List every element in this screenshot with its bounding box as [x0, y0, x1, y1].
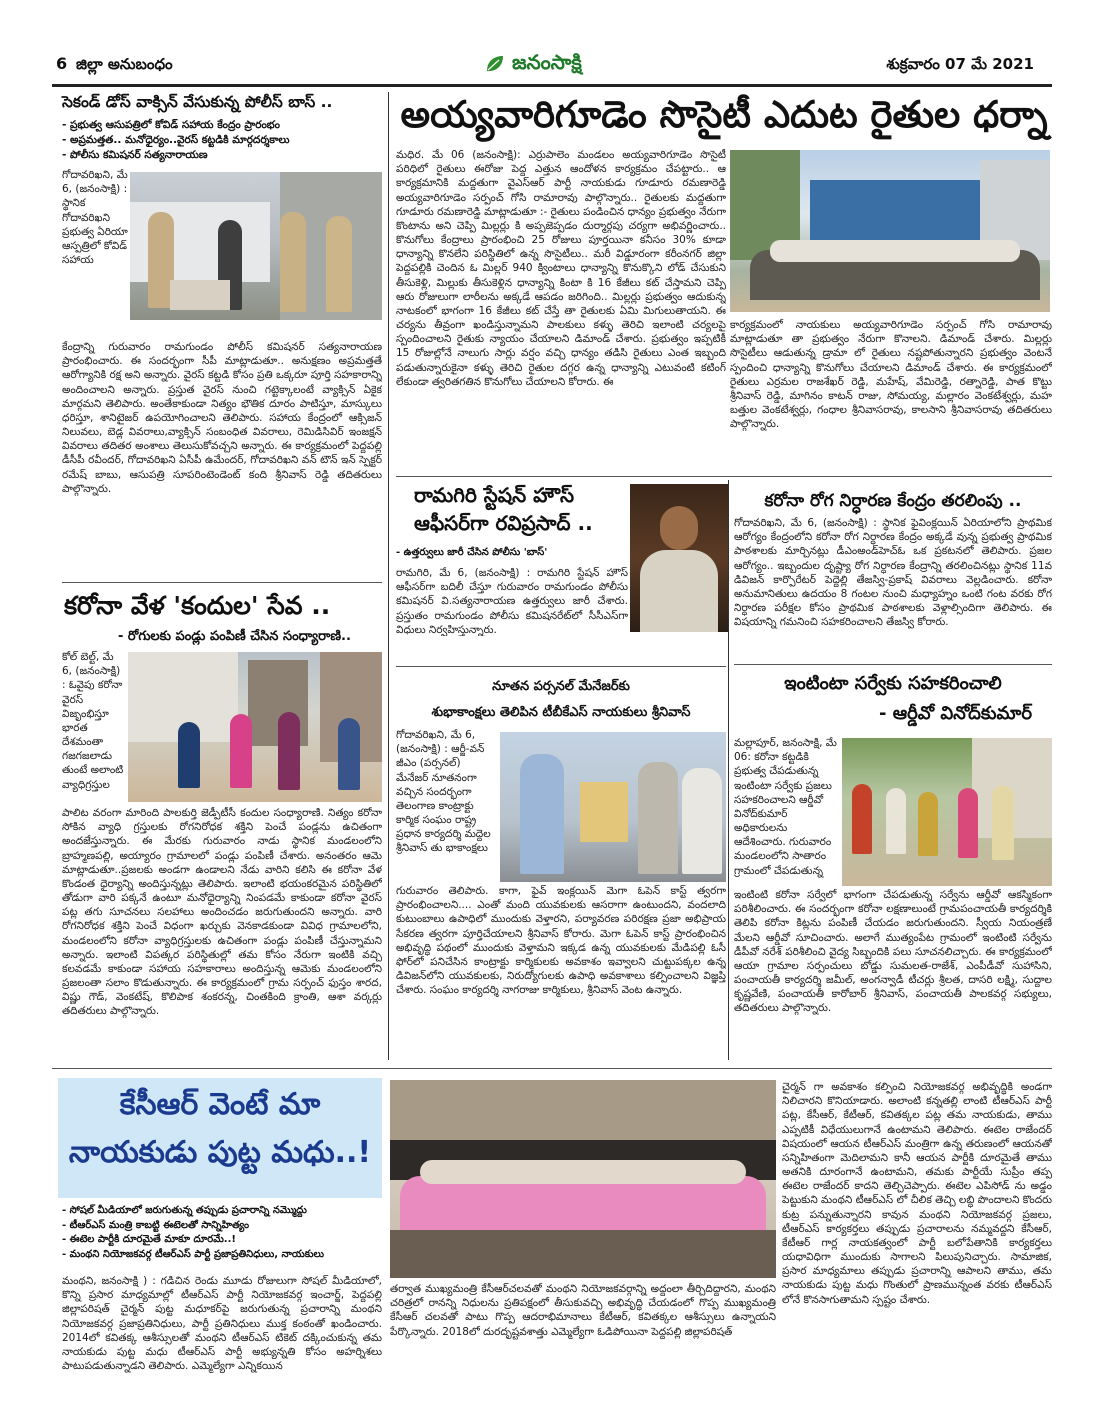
- story2-photo: [128, 652, 382, 802]
- story6-headline: కరోనా రోగ నిర్ధారణ కేంద్రం తరలింపు ..: [764, 491, 1022, 511]
- story1-bullet: - పోలీసు కమిషనర్ సత్యనారాయణ: [62, 149, 208, 162]
- story8-bullet: - ఈటెల పార్టీకి దూరమైతే మాకూ దూరమే..!: [62, 1234, 236, 1245]
- story5-dateline: గోదావరిఖని, మే 6, (జనంసాక్షి) : ఆర్జీ-వన్ జీఎం (పర్సనల్) మేనేజర్ నూతనంగా వచ్చిన సందర్భంగా తెలంగాణ కాంట్రాక్టు కార్మిక సంఘం రాష్ట్ర ప్రధాన కార్యదర్శి మద్దెల శ్రీనివాస్ తు భాకాంక్షలు: [396, 729, 491, 855]
- story8-headline-line1: కేసీఆర్ వెంటే మా: [119, 1087, 321, 1122]
- story7-headline-line2: - ఆర్డీవో వినోద్‌కుమార్: [879, 703, 1032, 724]
- story4-subhead: - ఉత్తర్వులు జారీ చేసిన పోలీసు 'బాస్': [396, 547, 548, 558]
- masthead: [52, 48, 1052, 82]
- story2-headline: కరోనా వేళ 'కందుల' సేవ ..: [64, 591, 331, 620]
- story1-bullet: - ప్రభుత్వ ఆసుపత్రిలో కోవిడ్ సహాయ కేంద్రం ప్రారంభం: [62, 119, 280, 131]
- story8-bullets: [62, 1204, 382, 1262]
- story5-headline: శుభాకాంక్షలు తెలిపిన టీబీకేఎస్ నాయకులు శ్రీనివాస్: [431, 705, 691, 720]
- story4-headline-line1: రామగిరి స్టేషన్ హౌస్: [414, 483, 575, 507]
- column-rule: [388, 92, 389, 1060]
- story7-dateline: మల్లాపూర్, జనంసాక్షి, మే 06: కరోనా కట్టడికి ప్రభుత్వ చేపడుతున్న ఇంటింటా సర్వేకు ప్రజలు సహకరించాలని ఆర్డీవో వినోద్‌కుమార్ అధికారులను ఆదేశించారు. గురువారం మండలంలోని సాతారం గ్రామంలో చేపడుతున్న: [734, 737, 837, 877]
- story4-body: రామగిరి, మే 6, (జనంసాక్షి) : రామగిరి స్టేషన్ హౌస్ ఆఫీసర్‌గా బదిలీ చేస్తూ గురువారం రామగుండం పోలీసు కమిషనర్ వి.సత్యనారాయణ ఉత్తర్వులు జారీ చేశారు. ప్రస్తుతం రామగుండం పోలీసు కమిషనరేట్‌లో సీసీఎస్‌గా విధులు నిర్వహిస్తున్నారు.: [396, 567, 628, 636]
- story6-divider: [734, 664, 1052, 665]
- story1-bullets: [62, 118, 380, 164]
- story1-headline: సెకండ్ డోస్ వాక్సిన్ వేసుకున్న పోలీస్ బాస్ ..: [62, 93, 333, 111]
- column-rule: [728, 480, 729, 1060]
- story8-headline-box: [58, 1078, 382, 1198]
- page-number: 6: [56, 54, 68, 73]
- logo-leaf-icon: [484, 53, 506, 75]
- story7-body: ఇంటింటి కరోనా సర్వేలో భాగంగా చేపడుతున్న సర్వేను ఆర్డీవో ఆకస్మికంగా పరిశీలించారు. ఈ సందర్భంగా కరోనా లక్షణాలుంటే గ్రామపంచాయతీ కార్యదర్శికి తెలిపి కరోనా కిట్లను పంపిణీ చేయడం జరుగుతుందని. స్వీయ నియంత్రణే మేలని ఆర్డీవో సూచించారు. అలాగే ముత్యంపేట గ్రామంలో ఇంటింటి సర్వేను డీపీవో నరేశ్ పరిశీలించి వైద్య సిబ్బందికి పలు సూచనలిచ్చారు. ఈ కార్యక్రమంలో ఆయా గ్రామాల సర్పంచులు బోడ్డు సుమలత-రాజేశ్, ఎంపీడీవో సుహాసిని, పంచాయతీ కార్యదర్శి జమీల్, అంగన్వాడీ టీచర్లు శ్రీలత, దాసరి లక్ష్మి, సుద్దాల కృష్ణవేణి, పంచాయతీ కారోబార్ శ్రీనివాస్, పంచాయతీ పాలకవర్గ సభ్యులు, తదితరులు పాల్గొన్నారు.: [734, 889, 1052, 1015]
- bottom-section-rule: [52, 1068, 1052, 1069]
- story4-photo: [630, 484, 728, 632]
- story3-photo: [730, 150, 1050, 312]
- story2-dateline: కోల్ బెల్ట్, మే 6, (జనంసాక్షి) : ఓవైపు కరోనా వైరస్ విజృంభిస్తూ భారత దేశమంతా గజగజలాడు తుంటే అలాంటి వ్యాధిగ్రస్తుల: [62, 651, 124, 791]
- story4-divider: [396, 666, 726, 667]
- story8-photo: [390, 1080, 776, 1278]
- story8-bullet: - మంథని నియోజకవర్గ టీఆర్ఎస్ పార్టీ ప్రజాప్రతినిధులు, నాయకులు: [62, 1248, 324, 1260]
- story6-body: గోదావరిఖని, మే 6, (జనంసాక్షి) : స్థానిక ఫైవింక్లయిన్ ఏరియాలోని ప్రాథమిక ఆరోగ్యం కేంద్రంలోని కరోనా రోగ నిర్ధారణ కేంద్రం అక్కడే వున్న ప్రభుత్వ ప్రాథమిక పాఠశాలకు మార్చినట్లు డీఎంఅండ్‌హెచ్ఓ ఒక ప్రకటనలో తెలిపారు. ప్రజల ఆరోగ్యం.. ఇబ్బందుల దృష్ట్యా రోగ నిర్ధారణ కేంద్రాన్ని తరలించినట్లు స్థానిక 11వ డివిజన్ కార్పొరేటర్ పెద్దెల్లి తేజస్వి-ప్రకాష్ వివరాలు వెల్లడించారు. కరోనా అనుమానితులు ఉదయం 8 గంటల నుంచి మధ్యాహ్నం ఒంటి గంట వరకు రోగ నిర్ధారణ పరీక్షల కోసం ప్రాథమిక పాఠశాలకు వెళ్లాల్సిందిగా తెలిపారు. ఈ విషయాన్ని గమనించి సహకరించాలని తేజస్వి కోరారు.: [734, 517, 1052, 629]
- story1-photo: [130, 172, 382, 320]
- logo: [484, 50, 582, 78]
- story8-body-right: చైర్మన్ గా అవకాశం కల్పించి నియోజకవర్గ అభివృద్ధికి అండగా నిలిచారని కొనియాడారు. అలాంటి కన్నతల్లి లాంటి టీఆర్ఎస్ పార్టీ పట్ల, కేసీఆర్, కేటీఆర్, కవితక్కల పట్ల తమ నాయకుడు, తాము ఎప్పటికీ విధేయులుగానే ఉంటామని తెలిపారు. ఈటెల రాజేందర్ విషయంలో ఆయన టీఆర్ఎస్ మంత్రిగా ఉన్న తరుణంలో ఆయనతో సన్నిహితంగా మెదిలామని కానీ ఆయన పార్టీకి దూరమైతే తాము అతనికి దూరంగానే ఉంటామని, తమకు పార్టీయే సుప్రీం తప్ప ఈటెల రాజేందర్ కాదని తెల్చిచెప్పారు. ఈటెల ఎపిసోడ్ ను అడ్డం పెట్టుకుని మంథని టీఆర్ఎస్ లో చీలిక తెచ్చి లబ్ధి పొందాలని కొందరు కుట్ర పన్నుతున్నారని కావున మంథని నియోజకవర్గ ప్రజలు, టీఆర్ఎస్ కార్యకర్తలు తప్పుడు ప్రచారాలను నమ్మవద్దని కేసీఆర్, కేటీఆర్ గార్ల నాయకత్వంలో పార్టీ బలోపేతానికి కార్యకర్తలు యధావిధిగా ముందుకు సాగాలని పిలుపునిచ్చారు. సామాజిక, ప్రసార మాధ్యమాలు తప్పుడు ప్రచారాన్ని ఆపాలని తాము, తమ నాయకుడు పుట్ట మధు గొంతులో ప్రాణమున్నంత వరకు టీఆర్ఎస్ లోనే కొనసాగుతామని స్పష్టం చేశారు.: [782, 1081, 1052, 1306]
- story1-body: కేంద్రాన్ని గురువారం రామగుండం పోలీస్ కమిషనర్ సత్యనారాయణ ప్రారంభించారు. ఈ సందర్భంగా సీపీ మాట్లాడుతూ.. అనుక్షణం అప్రమత్తతే ఆరోగ్యానికి రక్ష అని అన్నారు. వైరస్ కట్టడి కోసం ప్రతి ఒక్కరూ పూర్తి సహకారాన్ని అందించాలని అన్నారు. ప్రస్తుత వైరస్ నుంచి గట్టెక్కాలంటే వ్యాక్సిన్ ఏకైక మార్గమని తెలిపారు. అంతేకాకుండా నిత్యం భౌతిక దూరం పాటిస్తూ, మాస్కులు ధరిస్తూ, శానిటైజర్ ఉపయోగించాలని తెలిపారు. సహాయ కేంద్రంలో ఆక్సిజన్ నిలువలు, బెడ్ల వివరాలు,వ్యాక్సిన్ సంబంధిత వివరాలు, రెమిడిసివిర్ ఇంజక్షన్ వివరాలు తదితర అంశాలు తెలుసుకోవచ్చని అన్నారు. ఈ కార్యక్రమంలో పెద్దపల్లి డీసీపీ రవీందర్, గోదావరిఖని ఏసీపీ ఉమేందర్, గోదావరిఖని వన్ టౌన్ ఇన్ స్పెక్టర్ రమేష్ బాబు, ఆసుపత్రి సూపరింటెండెంట్ కంది శ్రీనివాస్ రెడ్డి తదితరులు పాల్గొన్నారు.: [62, 341, 382, 495]
- story3-headline: అయ్యవారిగూడెం సొసైటీ ఎదుట రైతుల ధర్నా: [400, 93, 1048, 136]
- issue-date: శుక్రవారం 07 మే 2021: [886, 55, 1034, 73]
- story8-bullet: - సోషల్ మీడియాలో జరుగుతున్న తప్పుడు ప్రచారాన్ని నమ్మొద్దు: [62, 1205, 307, 1216]
- story2-body: పాలిట వరంగా మారింది పాలకుర్తి జెడ్పీటీసీ కందుల సంధ్యారాణి. నిత్యం కరోనా సోకిన వ్యాధి గ్రస్తులకు రోగనిరోధక శక్తిని పెంచే పండ్లను ఉచితంగా అందజేస్తున్నారు. ఈ మేరకు గురువారం నాడు స్థానిక మండలంలోని బ్రాహ్మణపల్లి, అయ్యారం గ్రామాలలో పండ్లు పంపిణీ చేశారు. అనంతరం ఆమె మాట్లాడుతూ..ప్రజలకు అండగా ఉండాలని నేడు వారిని కలిసి ఈ కరోనా వేళ కొండంత ధైర్యాన్ని అందిస్తున్నట్లు తెలిపారు. ఇలాంటి భయంకరమైన పరిస్థితిలో తోడుగా వారి పక్కనే ఉంటూ మనోధైర్యాన్ని నింపడమే కాకుండా కరోనా వైరస్ పట్ల తగు సూచనలు సలహాలు అందించడం జరుగుతుందని అన్నారు. వారి రోగనిరోధక శక్తిని పెంచే విధంగా ఖర్చుకు వెనకాడకుండా వివిధ గ్రామాలలోని, మండలంలోని కరోనా వ్యాధిగ్రస్తులకు ఉచితంగా పండ్లు పంపిణీ చేస్తున్నామని అన్నారు. ఇలాంటి విపత్కర పరిస్థితుల్లో తమ కోసం నేరుగా ఇంటికి వచ్చి కలవడమే కాకుండా సహాయ సహకారాలు అందిస్తున్న ఆమెకు మండలంలోని ప్రజలంతా సలాం కొడుతున్నారు. ఈ కార్యక్రమంలో గ్రామ సర్పంచ్ ఫుస్తం శారద, విష్ణు గౌడ్, వెంకటేష్, కొలిపాక శంకరన్న, చింతకింది క్రాంతి, ఆశా వర్కర్లు తదితరులు పాల్గొన్నారు.: [62, 807, 382, 1018]
- story8-body-mid: తర్వాత ముఖ్యమంత్రి కేసీఆర్‌చలవతో మంథని నియోజకవర్గాన్ని అద్దంలా తీర్చిదిద్దారని, మంథని చరిత్రలో రానన్ని నిధులను ప్రతిపక్షంలో తీసుకువచ్చి అభివృద్ధి చేయడంలో గొప్ప ముఖ్యమంత్రి కేసీఆర్ చలవతో పాటు గొప్ప ఆదరాభిమానాలు కేటీఆర్, కవితక్కల ఆశీస్సులు ఉన్నాయని పేర్కొన్నారు. 2018లో దురదృష్టవశాత్తు ఎమ్మెల్యేగా ఓడిపోయినా పెద్దపల్లి జిల్లాపరిషత్: [390, 1283, 776, 1338]
- story3-body-right: కార్యక్రమంలో నాయకులు అయ్యవారిగూడెం సర్పంచ్ గోసి రామారావు మాట్లాడుతూ తా ప్రభుత్వం నేరుగా కొనాలని. డిమాండ్ చేశారు. మిల్లర్లు సొసైటీలు ఆడుతున్న డ్రామా లో రైతులు నష్టపోతున్నారని ప్రభుత్వం వెంటనే స్పందించి ధాన్యాన్ని కొనుగోలు చేయాలని డిమాండ్ చేశారు. ఈ కార్యక్రమంలో రైతులు ఎర్రమల రాజశేఖర్ రెడ్డి, మహేష్, వేమిరెడ్డి, రత్నారెడ్డి, పాత కొట్టు శ్రీనివాస్ రెడ్డి, మాగినం కాటన్ రాజు, సోమయ్య, మల్లారం వెంకటేశ్వర్లు, మహ బత్తుల వెంకటేశ్వర్లు, గంధాల శ్రీనివాసరావు, కాలసాని శ్రీనివాసరావు తదితరులు పాల్గొన్నారు.: [730, 319, 1052, 431]
- story1-bullet: - అప్రమత్తత.. మనోధైర్యం..వైరస్ కట్టడికి మార్గదర్శకాలు: [62, 134, 290, 147]
- story5-kicker: నూతన పర్సనల్ మేనేజర్‌కు: [492, 679, 630, 694]
- story2-subhead: - రోగులకు పండ్లు పంపిణీ చేసిన సంధ్యారాణి..: [118, 629, 351, 644]
- story1-divider: [62, 582, 382, 583]
- story3-body: మధిర. మే 06 (జనంసాక్షి): ఎర్రుపాలెం మండలం అయ్యవారిగూడెం సొసైటీ పరిధిలో రైతులు ఈరోజు పెద్ద ఎత్తున ఆందోళన కార్యక్రమం చేపట్టారు.. ఆ కార్యక్రమానికి మద్దతుగా వైఎస్ఆర్ పార్టీ నాయకుడు గూడూరు రమణారెడ్డి అయ్యవారిగూడెం సర్పంచ్ గోసి రామారావు పాల్గొన్నారు.. రైతులకు మద్దతుగా గూడూరు రమణారెడ్డి మాట్లాడుతూ :- రైతులు పండించిన ధాన్యం ప్రభుత్వం నేరుగా కొంటాను అని చెప్పి మిల్లర్లు కి అప్పజెప్పడం దుర్మార్గపు చర్యగా అభివర్ణించారు.. కొనుగోలు కేంద్రాలు ప్రారంభించి 25 రోజులు పూర్తయినా కనీసం 30% కూడా ధాన్యాన్ని కొనలేని పరిస్థితిలో ఉన్న సొసైటీలు.. మరీ విడ్డూరంగా కరీంనగర్ జిల్లా పెద్దపల్లికి చెందిన ఓ మిల్లర్ 940 క్వింటాలు ధాన్యాన్ని కొనుక్కొని లోడ్ చేసుకుని తీసుకెళ్లి, మిల్లుకు తీసుకెళ్లిన ధాన్యాన్ని కింటా కి 16 కేజీలు కట్ చేస్తామని చెప్పి ఆరు రోజులుగా లారీలను అక్కడే ఆపడం జరిగింది.. మిల్లర్లు ప్రభుత్వం ఆదుకున్న నాటకంలో భాగంగా 16 కేజీలు కట్ చేస్తే తా రైతులకు ఏమి మిగులుతాయని. ఈ చర్యను తీవ్రంగా ఖండిస్తున్నామని పాలకులు కళ్ళు తెరిచి ఇలాంటి చర్యలపై స్పందించాలని రైతుకు న్యాయం చేయాలని డిమాండ్ చేశారు. ప్రభుత్వం ఇప్పటికీ 15 రోజుల్లోనే నాలుగు సార్లు వర్షం వచ్చి ధాన్యం తడిసి రైతులు ఎంత ఇబ్బంది పడుతున్నారుకైనా కళ్ళు తెరిచి రైతుల దగ్గర ఉన్న ధాన్యాన్ని ఎటువంటి కటింగ్ లేకుండా త్వరితగతిన కొనుగోలు చేయాలని కోరారు. ఈ: [396, 149, 726, 388]
- story8-bullet: - టీఆర్ఎస్ మంత్రి కాబట్టి ఈటెలతో సాన్నిహిత్యం: [62, 1219, 250, 1231]
- story3-divider: [396, 476, 1052, 477]
- story4-headline-line2: ఆఫీసర్‌గా రవిప్రసాద్ ..: [414, 511, 593, 535]
- story8-headline-line2: నాయకుడు పుట్ట మధు..!: [68, 1135, 372, 1170]
- story8-body-left: మంథని, జనంసాక్షి ) : గడిచిన రెండు మూడు రోజులుగా సోషల్ మీడియాలో, కొన్ని ప్రసార మాధ్యమాల్లో టీఆర్ఎస్ పార్టీ నియోజకవర్గ ఇంచార్జ్, పెద్దపల్లి జిల్లాపరిషత్ చైర్మన్ పుట్ట మధూకర్‌పై జరుగుతున్న ప్రచారాన్ని మంథని నియోజకవర్గ ప్రజాప్రతినిధులు, పార్టీ ప్రతినిధులు ముక్త కంఠంతో ఖండించారు. 2014లో కవితక్క ఆశీస్సులతో మంథని టీఆర్ఎస్ టికెట్ దక్కించుకున్న తమ నాయకుడు పుట్ట మధు టీఆర్ఎస్ పార్టీ అభ్యున్నతి కోసం అహర్నిశలు పాటుపడుతున్నాడని తెలిపారు. ఎమ్మెల్యేగా ఎన్నికయిన: [62, 1275, 382, 1373]
- masthead-rule: [52, 84, 1052, 87]
- story5-body: గురువారం తెలిపారు. కాగా, ఫైవ్ ఇంక్లయిన్ మెగా ఓపెన్ కాస్ట్ త్వరగా ప్రారంభించాలని.... ఎంతో మంది యువకులకు ఆసరాగా ఉంటుందని, వందలాది కుటుంబాలు ఉపాధిలో ముందుకు వెళ్తారని, పర్యావరణ పరిరక్షణ ప్రజా అభిప్రాయ సేకరణ త్వరగా పూర్తిచేయాలని శ్రీనివాస్ కోరారు. మెగా ఓపెన్ కాస్ట్ ప్రారంభించిన అభివృద్ధి పథంలో ముందుకు వెళ్తామని ఇక్కడ ఉన్న యువకులకు మేడిపల్లి ఓసీ ఫోర్‌లో పనిచేసిన కాంట్రాక్టు కార్మికులకు అవకాశం ఇవ్వాలని చుట్టుపక్కల ఉన్న డివిజన్‌లోని యువకులకు, నిరుద్యోగులకు ఉపాధి అవకాశాలు కల్పించాలని విజ్ఞప్తి చేశారు. సంఘం కార్యదర్శి నాగరాజు కార్మికులు, శ్రీనివాస్ వెంట ఉన్నారు.: [396, 885, 726, 997]
- story7-headline-line1: ఇంటింటా సర్వేకు సహకరించాలి: [784, 673, 1002, 694]
- story7-photo: [842, 738, 1052, 886]
- section-name: జిల్లా అనుబంధం: [76, 55, 173, 73]
- story5-photo: [500, 732, 726, 882]
- story1-dateline: గోదావరిఖని, మే 6, (జనంసాక్షి) : స్థానిక గోదావరిఖని ప్రభుత్వ ఏరియా ఆస్పత్రిలో కోవిడ్ సహాయ: [62, 169, 128, 267]
- logo-text: జనంసాక్షి: [512, 49, 582, 74]
